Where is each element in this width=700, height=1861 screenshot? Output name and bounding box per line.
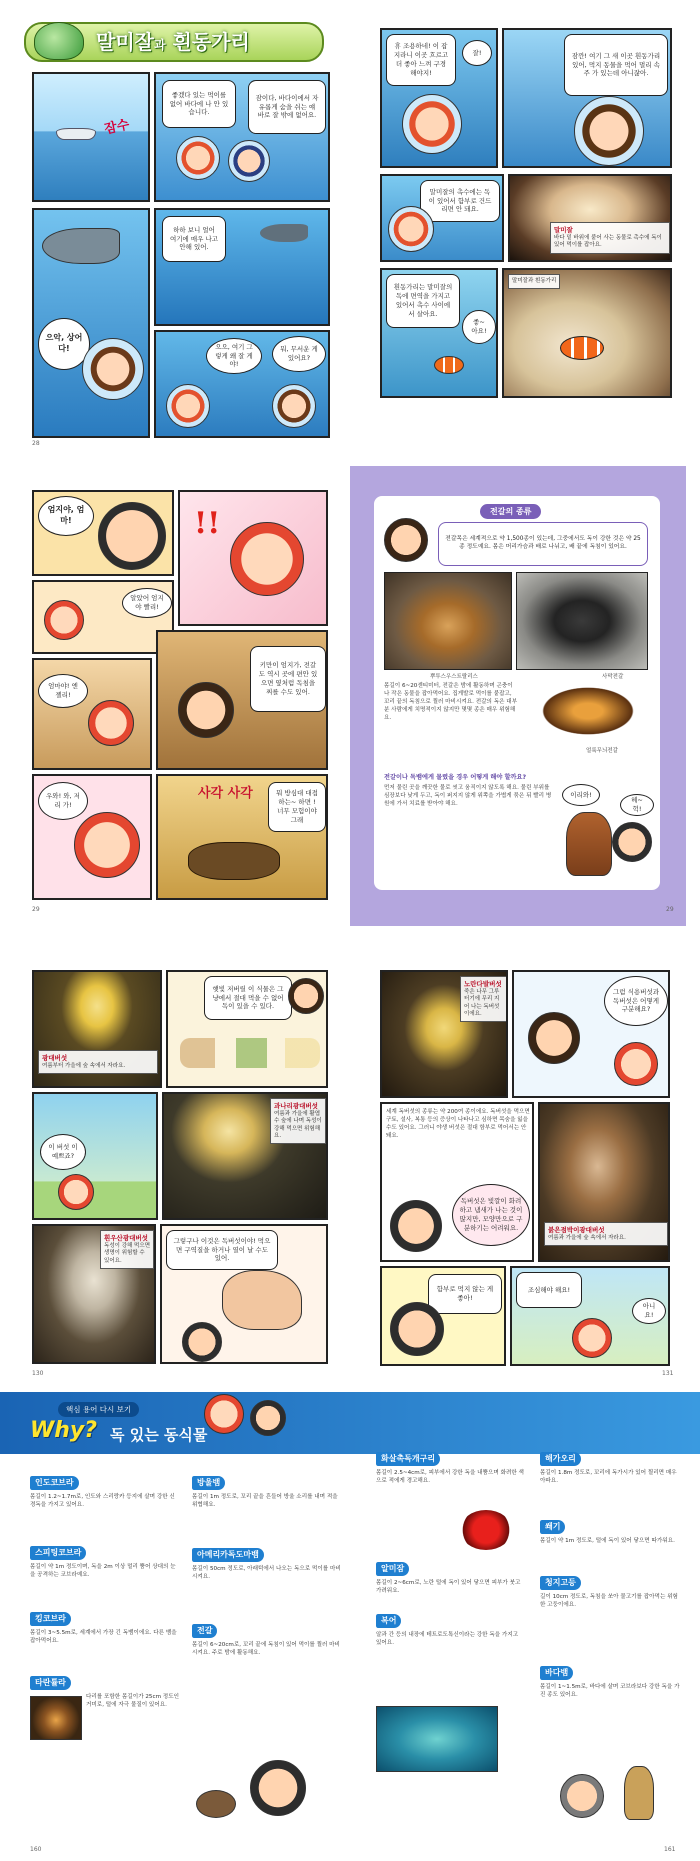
spread-anemone bbox=[14, 14, 344, 450]
info-body: 몸길이 6~20센티미터, 전갈은 밤에 활동하며 곤충이나 작은 동물을 잡아먹어요. 집게발로 먹이를 붙잡고, 꼬리 끝의 독침으로 찔러 마비시켜요. 전갈의 독은 대부분 사람에게 치명적이지 않지만 몇몇 종은 매우 위험해요. bbox=[384, 683, 518, 722]
glossary-entry: 청지고등 길이 10cm 정도로, 독침을 쏘아 물고기를 잡아먹는 위험한 고둥이에요. bbox=[540, 1578, 678, 1608]
speech-bubble: 키만이 엄지가, 전갈도 역시 곳에 편안 있으면 옆처럼 독침을 찌를 수도 있어. bbox=[250, 646, 326, 712]
panel-kids-reply bbox=[510, 1266, 670, 1366]
speech-bubble: 좋겠다 있는 먹이를 없어 바다에 나 안 있습니다. bbox=[162, 80, 236, 128]
shark-small bbox=[260, 224, 308, 242]
diver-boy bbox=[574, 96, 644, 166]
speech-bubble: 잠깐! 여기 그 새 이곳 흰동가리 있어, 먹지 동물을 먹어 멀리 속 주 가 있는데 아니잖아. bbox=[564, 34, 668, 96]
glossary-entry: 인도코브라 몸길이 1.2~1.7m로, 인도와 스리랑카 등지에 살며 강한 신경독을 가지고 있어요. bbox=[30, 1478, 175, 1508]
sfx-rustle: 사각 사각 bbox=[198, 786, 253, 801]
caption-mushroom-4: 노란다발버섯 죽은 나무 그루터기에 무리 지어 나는 독버섯이에요. bbox=[460, 976, 508, 1022]
spread-mushroom-right bbox=[356, 952, 686, 1388]
panel-sea-surface bbox=[32, 72, 150, 202]
glossary-entry: 쐐기 몸길이 약 1m 정도로, 털에 독이 있어 닿으면 따가워요. bbox=[540, 1522, 675, 1544]
mascot-boy bbox=[250, 1400, 286, 1436]
caption-mushroom-5: 붉은점박이광대버섯 여름과 가을에 숲 속에서 자라요. bbox=[544, 1222, 668, 1246]
snake bbox=[566, 812, 612, 876]
speech-bubble: 엄지야, 엄마! bbox=[38, 496, 94, 536]
girl bbox=[88, 700, 134, 746]
diver-boy bbox=[228, 140, 270, 182]
panel-warning bbox=[380, 174, 504, 262]
speech-bubble: 뭐 방심대 대접 하는~ 하면 ! 너무 모험이야 그래 bbox=[268, 782, 326, 832]
speech-bubble: 알았어 엄지야 빨리! bbox=[122, 588, 172, 618]
speech-bubble: 이리와! bbox=[562, 784, 600, 806]
spread-scorpion-comic bbox=[14, 466, 344, 926]
caption-mushroom-1: 광대버섯 여름부터 가을에 숲 속에서 자라요. bbox=[38, 1050, 158, 1074]
glossary-why: Why? bbox=[30, 1418, 98, 1443]
photo-panther-cap bbox=[538, 1102, 670, 1262]
page-number: 160 bbox=[30, 1846, 42, 1853]
speech-bubble: 함부로 먹지 않는 게 좋아! bbox=[428, 1274, 502, 1314]
speech-bubble: 휴 조용하네! 이 잡지라니 이곳 흐르고 더 좋아 느껴 구경해야지! bbox=[386, 34, 456, 86]
panel-divers bbox=[154, 72, 330, 202]
speech-bubble: 헤~ 헉! bbox=[620, 794, 654, 816]
panel-clownfish-cartoon bbox=[380, 268, 498, 398]
speech-bubble: 으악, 상어다! bbox=[38, 318, 90, 370]
glossary-entry: 타란튤라 다리를 포함한 몸길이가 25cm 정도인 거미로, 털에 자극 물질이 있어요. bbox=[30, 1676, 180, 1709]
diver-girl bbox=[388, 206, 434, 252]
info-box-title: 전갈의 종류 bbox=[480, 504, 541, 519]
girl bbox=[572, 1318, 612, 1358]
photo-sulphur-tuft bbox=[380, 970, 508, 1098]
info-intro: 전갈목은 세계적으로 약 1,500종이 있는데, 그중에서도 독이 강한 것은 약 25종 정도예요. 몸은 머리가슴과 배로 나뉘고, 배 끝에 독침이 있어요. bbox=[438, 522, 648, 566]
clownfish-photo bbox=[560, 336, 604, 360]
panel-scorpion bbox=[156, 774, 328, 900]
boat bbox=[56, 128, 96, 140]
photo-amanita bbox=[32, 970, 162, 1088]
panel-shark bbox=[32, 208, 150, 438]
glossary-entry: 전갈 몸길이 6~20cm로, 꼬리 끝에 독침이 있어 먹이를 찔러 마비시켜요. 주로 밤에 활동해요. bbox=[192, 1626, 340, 1656]
scorpion-drawing bbox=[188, 842, 280, 880]
speech-bubble: 엄마야! 엔젤리! bbox=[38, 674, 88, 708]
panel-girl-forest bbox=[32, 1092, 158, 1220]
panel-boy-warns bbox=[380, 1266, 506, 1366]
panel-cave-girl bbox=[32, 658, 152, 770]
photo-scorpion-2 bbox=[516, 572, 648, 670]
speech-bubble: 우와! 와, 저리 가! bbox=[38, 782, 88, 820]
qa-title: 전갈이나 독뱀에게 물렸을 경우 어떻게 해야 할까요? bbox=[384, 774, 527, 781]
panel-hand-grab bbox=[160, 1224, 328, 1364]
girl bbox=[614, 1042, 658, 1086]
speech-bubble: 그렇구나 이것은 독버섯이야! 먹으면 구역질을 하거나 열이 날 수도 있어. bbox=[166, 1230, 278, 1270]
photo-scorpion-3 bbox=[536, 684, 640, 738]
glossary-entry: 복어 알과 간 등의 내장에 테트로도톡신이라는 강한 독을 가지고 있어요. bbox=[376, 1616, 519, 1646]
panel-boy-explains bbox=[502, 28, 672, 168]
glossary-entry: 바다뱀 몸길이 1~1.5m로, 바다에 살며 코브라보다 강한 독을 가진 종도 있어요. bbox=[540, 1668, 680, 1698]
caption-mushroom-3: 흰우산광대버섯 독성이 강해 먹으면 생명이 위험할 수 있어요. bbox=[100, 1230, 154, 1269]
glossary-entry: 스피팅코브라 몸길이 약 1m 정도이며, 독을 2m 이상 멀리 뿜어 상대의 눈을 공격하는 코브라예요. bbox=[30, 1548, 176, 1578]
glossary-entry: 해가오리 몸길이 1.8m 정도로, 꼬리에 독가시가 있어 찔리면 매우 아파요. bbox=[540, 1454, 677, 1484]
photo-mushroom-3 bbox=[32, 1224, 156, 1364]
long-explanation: 세계 독버섯의 종류는 약 200여 종이에요. 독버섯을 먹으면 구토, 설사, 복통 등의 증상이 나타나고 심하면 목숨을 잃을 수도 있어요. 그러니 야생 버섯은 절대 함부로 먹어서는 안 돼요. bbox=[386, 1109, 530, 1140]
girl-happy bbox=[74, 812, 140, 878]
speech-bubble: 그럼 식용버섯과 독버섯은 어떻게 구분해요? bbox=[604, 976, 668, 1026]
speech-bubble: 햇빛 저버릴 이 식물은 그냥에서 절대 먹을 수 없어 독이 있을 수 있다. bbox=[204, 976, 292, 1020]
speech-bubble: 흰동가리는 말미잘의 독에 면역을 가지고 있어서 촉수 사이에서 살아요. bbox=[386, 274, 460, 328]
page-title: 말미잘과 흰동가리 bbox=[96, 30, 250, 54]
mascot-girl bbox=[204, 1394, 244, 1434]
speech-bubble: 말미잘의 촉수에는 독이 있어서 함부로 건드리면 안 돼요. bbox=[420, 180, 500, 222]
glossary-entry: 방울뱀 몸길이 1m 정도로, 꼬리 끝을 흔들어 방울 소리를 내며 적을 위협해요. bbox=[192, 1478, 338, 1508]
panel-exclaim bbox=[178, 490, 328, 626]
girl-scared bbox=[230, 522, 304, 596]
page-number: 29 bbox=[32, 906, 40, 913]
speech-bubble: 으으, 여기 그렇게 왜 잘 게야! bbox=[206, 338, 262, 374]
uncle bbox=[528, 1012, 580, 1064]
cobra-cartoon bbox=[624, 1766, 654, 1820]
girl bbox=[44, 600, 84, 640]
panel-divers-closeup bbox=[380, 28, 498, 168]
diver-girl bbox=[176, 136, 220, 180]
speech-bubble: 조심해야 해요! bbox=[516, 1272, 582, 1308]
panel-kids-run bbox=[32, 580, 174, 654]
glossary-title: 독 있는 동식물 bbox=[110, 1426, 208, 1444]
glossary-tag: 핵심 용어 다시 보기 bbox=[58, 1402, 139, 1417]
photo-scorpion-1 bbox=[384, 572, 512, 670]
boy bbox=[390, 1302, 444, 1356]
panel-cave-uncle bbox=[156, 630, 328, 770]
photo-scorpion-2-label: 사막전갈 bbox=[602, 674, 624, 680]
glossary-entry: 화살촉독개구리 몸길이 2.5~4cm로, 피부에서 강한 독을 내뿜으며 화려한 색으로 적에게 경고해요. bbox=[376, 1454, 524, 1484]
speech-bubble: 하하 보니 얼어 여기에 매우 나고 안해 있어. bbox=[162, 216, 226, 262]
panel-shout bbox=[32, 490, 174, 576]
panel-girl-asks bbox=[512, 970, 670, 1098]
boy-shocked bbox=[98, 502, 166, 570]
uncle bbox=[288, 978, 324, 1014]
qa-body: 먼저 물린 곳을 깨끗한 물로 씻고 움직이지 않도록 해요. 물린 부위를 심장보다 낮게 두고, 독이 퍼지지 않게 위쪽을 가볍게 묶은 뒤 빨리 병원에 가서 치료를 받아야 해요. bbox=[384, 785, 552, 808]
speech-bubble: 뭐, 무서운 게 있어요? bbox=[272, 336, 326, 372]
boar bbox=[196, 1790, 236, 1818]
photo-scorpion-3-label: 얼룩무늬전갈 bbox=[586, 748, 618, 754]
photo-sea-anemone bbox=[508, 174, 672, 262]
uncle-explainer bbox=[384, 518, 428, 562]
mushroom-equation bbox=[180, 1038, 320, 1068]
spread-anemone-right bbox=[356, 14, 686, 450]
glossary-entry: 알미잠 몸길이 2~6cm로, 노란 털에 독이 있어 닿으면 피부가 붓고 가려워요. bbox=[376, 1564, 521, 1594]
sea-creature-icon bbox=[34, 22, 84, 60]
photo-scorpion-1-label: 뿌투스우스트랄리스 bbox=[430, 674, 478, 680]
diver-girl bbox=[166, 384, 210, 428]
spread-scorpion-info bbox=[350, 466, 686, 926]
sfx-exclaim: !! bbox=[194, 506, 221, 541]
glossary-entry: 킹코브라 몸길이 3~5.5m로, 세계에서 가장 긴 독뱀이에요. 다른 뱀을 잡아먹어요. bbox=[30, 1614, 177, 1644]
glossary-entry: 아메리카독도마뱀 몸길이 50cm 정도로, 아래턱에서 나오는 독으로 먹이를 마비시켜요. bbox=[192, 1550, 341, 1580]
panel-girl-wow bbox=[32, 774, 152, 900]
page-number: 130 bbox=[32, 1370, 44, 1377]
photo-tarantula bbox=[30, 1696, 82, 1740]
photo-mushroom-2 bbox=[162, 1092, 328, 1220]
shark bbox=[42, 228, 120, 264]
page-number: 28 bbox=[32, 440, 40, 447]
panel-explain-long bbox=[380, 1102, 534, 1262]
photo-clownfish bbox=[502, 268, 672, 398]
photo-pufferfish bbox=[376, 1706, 498, 1772]
boy-sitting bbox=[612, 822, 652, 862]
panel-divers-2 bbox=[154, 330, 330, 438]
man-flute bbox=[560, 1774, 604, 1818]
diver-boy bbox=[272, 384, 316, 428]
speech-bubble: 잘! bbox=[462, 40, 492, 66]
page-number: 161 bbox=[664, 1846, 676, 1853]
diver-girl bbox=[402, 94, 462, 154]
photo-poison-frog bbox=[460, 1510, 512, 1550]
sfx-splash: 잠수 bbox=[103, 117, 131, 138]
speech-bubble: 이 버섯 이 예쁘죠? bbox=[40, 1134, 86, 1170]
clownfish bbox=[434, 356, 464, 374]
spread-mushroom-left bbox=[14, 952, 344, 1388]
diver-scared bbox=[82, 338, 144, 400]
panel-uncle-warns bbox=[166, 970, 328, 1088]
caption-mushroom-2: 과나리광대버섯 여름과 가을에 활엽수 숲에 나며 독성이 강해 먹으면 위험해요. bbox=[270, 1098, 326, 1144]
page-number: 29 bbox=[666, 906, 674, 913]
girl bbox=[58, 1174, 94, 1210]
kids-fallen bbox=[182, 1322, 222, 1362]
speech-bubble: 아니요! bbox=[632, 1298, 666, 1324]
boy bbox=[390, 1200, 442, 1252]
uncle bbox=[178, 682, 234, 738]
page-number: 131 bbox=[662, 1370, 674, 1377]
panel-shark-distant bbox=[154, 208, 330, 326]
speech-bubble: 좋~ 아요! bbox=[462, 310, 496, 344]
speech-bubble: 독버섯은 빛깔이 화려하고 냄새가 나는 것이 많지만, 모양만으로 구분하기는 어려워요. bbox=[452, 1184, 530, 1246]
boy-running bbox=[250, 1760, 306, 1816]
caption-clownfish: 말미잘과 흰동가리 bbox=[508, 274, 560, 289]
caption-anemone: 말미잘 바다 밑 바위에 붙어 사는 동물로 촉수에 독이 있어 먹이를 잡아요. bbox=[550, 222, 670, 254]
speech-bubble: 잠이다, 바다이에서 자유롭게 숨을 쉬는 얘 바로 잘 밖에 없어요. bbox=[248, 80, 326, 134]
hand bbox=[222, 1270, 302, 1330]
